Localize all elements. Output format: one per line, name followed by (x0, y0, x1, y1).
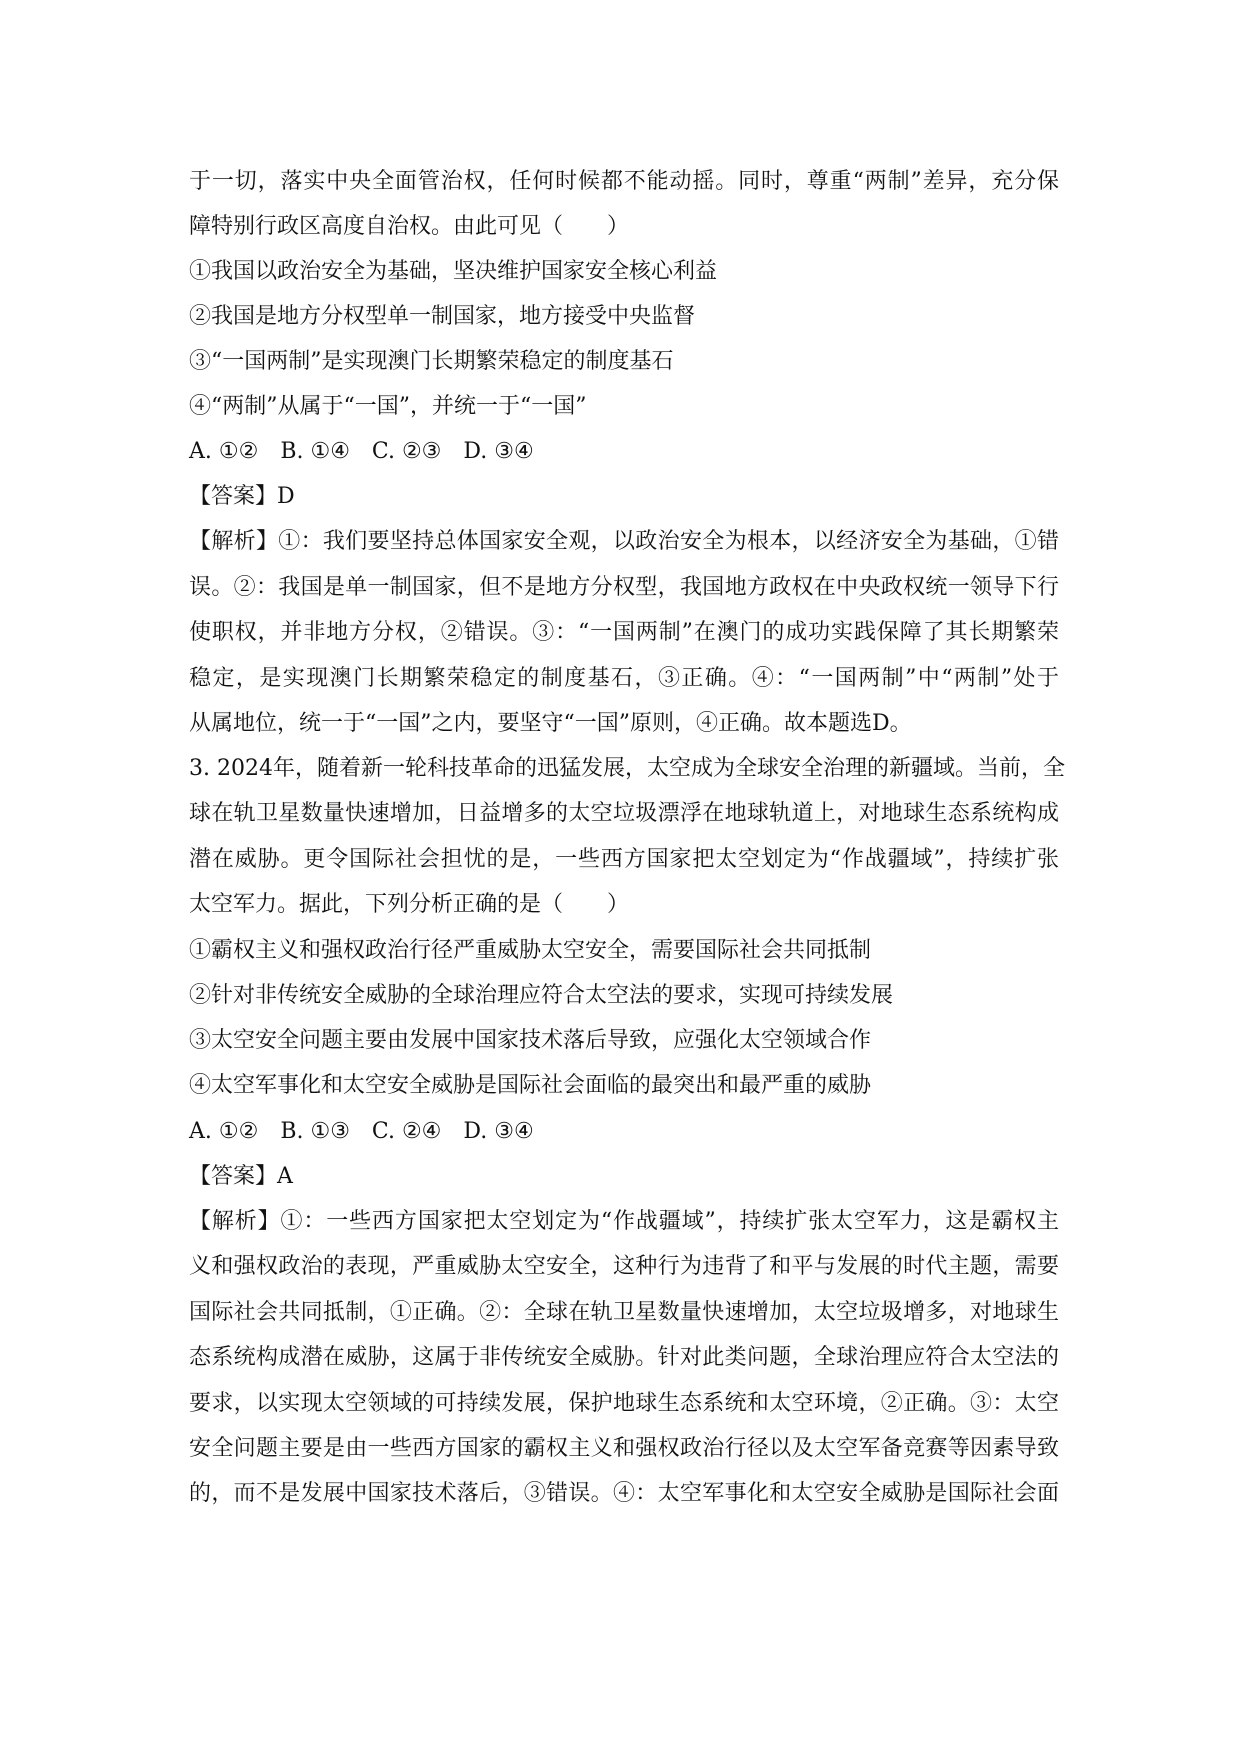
analysis-line: 态系统构成潜在威胁，这属于非传统安全威胁。针对此类问题，全球治理应符合太空法的 (189, 1345, 1059, 1370)
analysis-line: 安全问题主要是由一些西方国家的霸权主义和强权政治行径以及太空军备竞赛等因素导致 (189, 1436, 1059, 1461)
option-line: ①霸权主义和强权政治行径严重威胁太空安全，需要国际社会共同抵制 (189, 938, 872, 963)
analysis-line: 误。②：我国是单一制国家，但不是地方分权型，我国地方政权在中央政权统一领导下行 (189, 575, 1059, 600)
analysis-line: 要求，以实现太空领域的可持续发展，保护地球生态系统和太空环境，②正确。③：太空 (189, 1391, 1059, 1416)
analysis-line: 【解析】①：一些西方国家把太空划定为“作战疆域”，持续扩张太空军力，这是霸权主 (189, 1209, 1059, 1234)
answer-line: 【答案】A (189, 1164, 293, 1189)
choices-line: A. ①② B. ①④ C. ②③ D. ③④ (189, 439, 534, 464)
choices-line: A. ①② B. ①③ C. ②④ D. ③④ (189, 1119, 534, 1144)
option-line: ②我国是地方分权型单一制国家，地方接受中央监督 (189, 304, 696, 329)
option-line: ④“两制”从属于“一国”，并统一于“一国” (189, 394, 587, 419)
analysis-line: 国际社会共同抵制，①正确。②：全球在轨卫星数量快速增加，太空垃圾增多，对地球生 (189, 1300, 1059, 1325)
analysis-line: 从属地位，统一于“一国”之内，要坚守“一国”原则，④正确。故本题选D。 (189, 711, 912, 736)
analysis-line: 的，而不是发展中国家技术落后，③错误。④：太空军事化和太空安全威胁是国际社会面 (189, 1481, 1059, 1506)
text-line: 障特别行政区高度自治权。由此可见（ ） (189, 214, 630, 239)
question-line: 球在轨卫星数量快速增加，日益增多的太空垃圾漂浮在地球轨道上，对地球生态系统构成 (189, 801, 1059, 826)
text-line: 于一切，落实中央全面管治权，任何时候都不能动摇。同时，尊重“两制”差异，充分保 (189, 169, 1059, 194)
question-line: 3. 2024年，随着新一轮科技革命的迅猛发展，太空成为全球安全治理的新疆域。当前，全 (189, 756, 1065, 781)
option-line: ①我国以政治安全为基础，坚决维护国家安全核心利益 (189, 259, 718, 284)
analysis-line: 稳定，是实现澳门长期繁荣稳定的制度基石，③正确。④：“一国两制”中“两制”处于 (189, 666, 1059, 691)
analysis-line: 使职权，并非地方分权，②错误。③：“一国两制”在澳门的成功实践保障了其长期繁荣 (189, 620, 1059, 645)
option-line: ③“一国两制”是实现澳门长期繁荣稳定的制度基石 (189, 349, 674, 374)
question-line: 潜在威胁。更令国际社会担忧的是，一些西方国家把太空划定为“作战疆域”，持续扩张 (189, 847, 1059, 872)
option-line: ②针对非传统安全威胁的全球治理应符合太空法的要求，实现可持续发展 (189, 983, 894, 1008)
option-line: ④太空军事化和太空安全威胁是国际社会面临的最突出和最严重的威胁 (189, 1073, 872, 1098)
question-line: 太空军力。据此，下列分析正确的是（ ） (189, 892, 630, 917)
analysis-line: 义和强权政治的表现，严重威胁太空安全，这种行为违背了和平与发展的时代主题，需要 (189, 1254, 1059, 1279)
answer-line: 【答案】D (189, 484, 295, 509)
analysis-line: 【解析】①：我们要坚持总体国家安全观，以政治安全为根本，以经济安全为基础，①错 (189, 529, 1059, 554)
option-line: ③太空安全问题主要由发展中国家技术落后导致，应强化太空领域合作 (189, 1028, 872, 1053)
